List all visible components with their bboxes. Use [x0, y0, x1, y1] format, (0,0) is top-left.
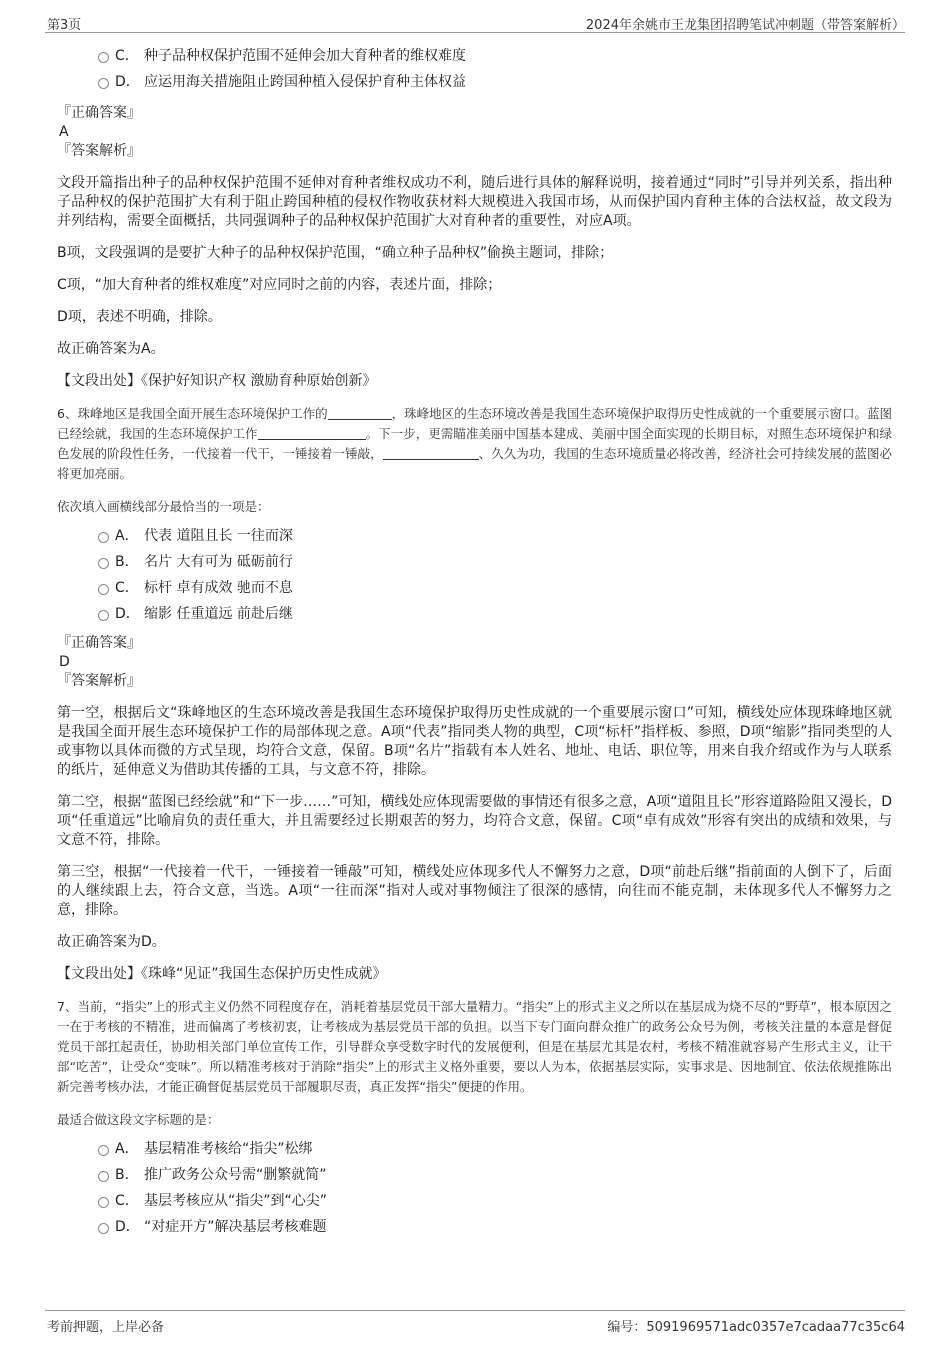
correct-answer-label: 『正确答案』 — [57, 635, 141, 651]
page-number: 第3页 — [47, 18, 82, 33]
option-q6-b[interactable]: B． 名片 大有可为 砥砺前行 — [57, 549, 892, 575]
option-q5-d[interactable]: D． 应运用海关措施阻止跨国种植入侵保护育种主体权益 — [57, 69, 892, 95]
option-q7-b[interactable]: B． 推广政务公众号需“删繁就简” — [57, 1162, 892, 1188]
correct-answer-value: D — [59, 654, 70, 670]
option-q5-c[interactable]: C． 种子品种权保护范围不延伸会加大育种者的维权难度 — [57, 43, 892, 69]
question-stem: 7、当前，“指尖”上的形式主义仍然不同程度存在，消耗着基层党员干部大量精力。“指尖”上的形式主义之所以在基层成为烧不尽的“野草”，根本原因之一在于考核的不精准，进而偏离了考核初衷，让考核成为基层党员干部的负担。以当下专门面向群众推广的政务公众号为例，考核关注量的本意是督促党员干部扛起责任，协助相关部门单位宣传工作，引导群众享受数字时代的发展便利，但是在基层尤其是农村，考核不精准就容易产生形式主义，让干部“吃苦”，让受众“变味”。所以精准考核对于消除“指尖”上的形式主义格外重要，要以人为本，依据基层实际，实事求是、因地制宜、依法依规推陈出新完善考核办法，才能正确督促基层党员干部履职尽责，真正发挥“指尖”便捷的作用。 — [57, 999, 892, 1094]
radio-button-icon[interactable] — [98, 584, 109, 595]
page-content — [57, 40, 892, 1240]
analysis-paragraph: C项，“加大育种者的维权难度”对应同时之前的内容，表述片面，排除； — [57, 277, 502, 293]
fill-blank — [328, 407, 392, 420]
analysis-paragraph: 第一空，根据后文“珠峰地区的生态环境改善是我国生态环境保护取得历史性成就的一个重要展示窗口”可知，横线处应体现珠峰地区就是我国全面开展生态环境保护工作的局部体现之意。A项“代表”指同类人物的典型，C项“标杆”指样板、参照，D项“缩影”指同类型的人或事物以具体而微的方式呈现，均符合文意，保留。B项“名片”指载有本人姓名、地址、电话、职位等，用来自我介绍或作为与人联系的纸片，延伸意义为借助其传播的工具，与文意不符，排除。 — [57, 705, 892, 778]
source-citation: 【文段出处】《保护好知识产权 激励育种原始创新》 — [57, 373, 377, 389]
analysis-paragraph: 文段开篇指出种子的品种权保护范围不延伸对育种者维权成功不利，随后进行具体的解释说明，接着通过“同时”引导并列关系，指出种子品种权的保护范围扩大有利于阻止跨国种植的侵权作物收获材料大规模进入我国市场，从而保护国内育种主体的合法权益，故文段为并列结构，需要全面概括，共同强调种子的品种权保护范围扩大对育种者的重要性，对应A项。 — [57, 175, 892, 229]
analysis-paragraph: D项，表述不明确，排除。 — [57, 309, 222, 325]
option-q6-c[interactable]: C． 标杆 卓有成效 驰而不息 — [57, 575, 892, 601]
source-citation: 【文段出处】《珠峰“见证”我国生态保护历史性成就》 — [57, 966, 387, 982]
fill-blank — [258, 427, 366, 440]
option-q6-a[interactable]: A． 代表 道阻且长 一往而深 — [57, 523, 892, 549]
analysis-paragraph: 第三空，根据“一代接着一代干，一锤接着一锤敲”可知，横线处应体现多代人不懈努力之意，D项“前赴后继”指前面的人倒下了，后面的人继续跟上去，符合文意，当选。A项“一往而深”指对人或对事物倾注了很深的感情，向往而不能克制，未体现多代人不懈努力之意，排除。 — [57, 864, 892, 918]
radio-button-icon[interactable] — [98, 558, 109, 569]
radio-button-icon[interactable] — [98, 1171, 109, 1182]
header-divider — [45, 32, 905, 33]
analysis-paragraph: 故正确答案为D。 — [57, 934, 166, 950]
correct-answer-value: A — [59, 124, 69, 140]
radio-button-icon[interactable] — [98, 532, 109, 543]
footer-note: 考前押题，上岸必备 — [47, 1320, 165, 1335]
radio-button-icon[interactable] — [98, 1145, 109, 1156]
analysis-paragraph: 第二空，根据“蓝图已经绘就”和“下一步……”可知，横线处应体现需要做的事情还有很多之意，A项“道阻且长”形容道路险阻又漫长，D项“任重道远”比喻肩负的责任重大，并且需要经过长期艰苦的努力，均符合文意，保留。C项“卓有成效”形容有突出的成绩和效果，与文意不符，排除。 — [57, 794, 892, 848]
page-header — [0, 0, 950, 32]
radio-button-icon[interactable] — [98, 78, 109, 89]
radio-button-icon[interactable] — [98, 52, 109, 63]
fill-blank — [383, 447, 479, 460]
option-q7-a[interactable]: A． 基层精准考核给“指尖”松绑 — [57, 1136, 892, 1162]
radio-button-icon[interactable] — [98, 1223, 109, 1234]
question-prompt: 依次填入画横线部分最恰当的一项是： — [57, 499, 270, 514]
document-title: 2024年余姚市王龙集团招聘笔试冲刺题（带答案解析） — [585, 18, 905, 33]
option-q6-d[interactable]: D． 缩影 任重道远 前赴后继 — [57, 601, 892, 627]
analysis-paragraph: 故正确答案为A。 — [57, 341, 165, 357]
option-q7-c[interactable]: C． 基层考核应从“指尖”到“心尖” — [57, 1188, 892, 1214]
analysis-label: 『答案解析』 — [57, 143, 141, 159]
option-q7-d[interactable]: D． “对症开方”解决基层考核难题 — [57, 1214, 892, 1240]
analysis-paragraph: B项，文段强调的是要扩大种子的品种权保护范围，“确立种子品种权”偷换主题词，排除； — [57, 245, 614, 261]
analysis-label: 『答案解析』 — [57, 673, 141, 689]
footer-divider — [45, 1310, 905, 1311]
question-stem: 6、珠峰地区是我国全面开展生态环境保护工作的 ，珠峰地区的生态环境改善是我国生态环境保护取得历史性成就的一个重要展示窗口。蓝图已经绘就，我国的生态环境保护工作 。下一步，更需瞄准美丽中国基本建成、美丽中国全面实现的长期目标，对照生态环境保护和绿色发展的阶段性任务，一代接着一代干，一锤接着一锤敲， 、久久为功，我国的生态环境质量必将改善，经济社会可持续发展的蓝图必将更加亮丽。 — [57, 406, 892, 481]
correct-answer-label: 『正确答案』 — [57, 105, 141, 121]
page-footer — [0, 1305, 950, 1335]
question-prompt: 最适合做这段文字标题的是： — [57, 1112, 220, 1127]
document-code: 编号：5091969571adc0357e7cadaa77c35c64 — [607, 1320, 905, 1335]
radio-button-icon[interactable] — [98, 610, 109, 621]
radio-button-icon[interactable] — [98, 1197, 109, 1208]
